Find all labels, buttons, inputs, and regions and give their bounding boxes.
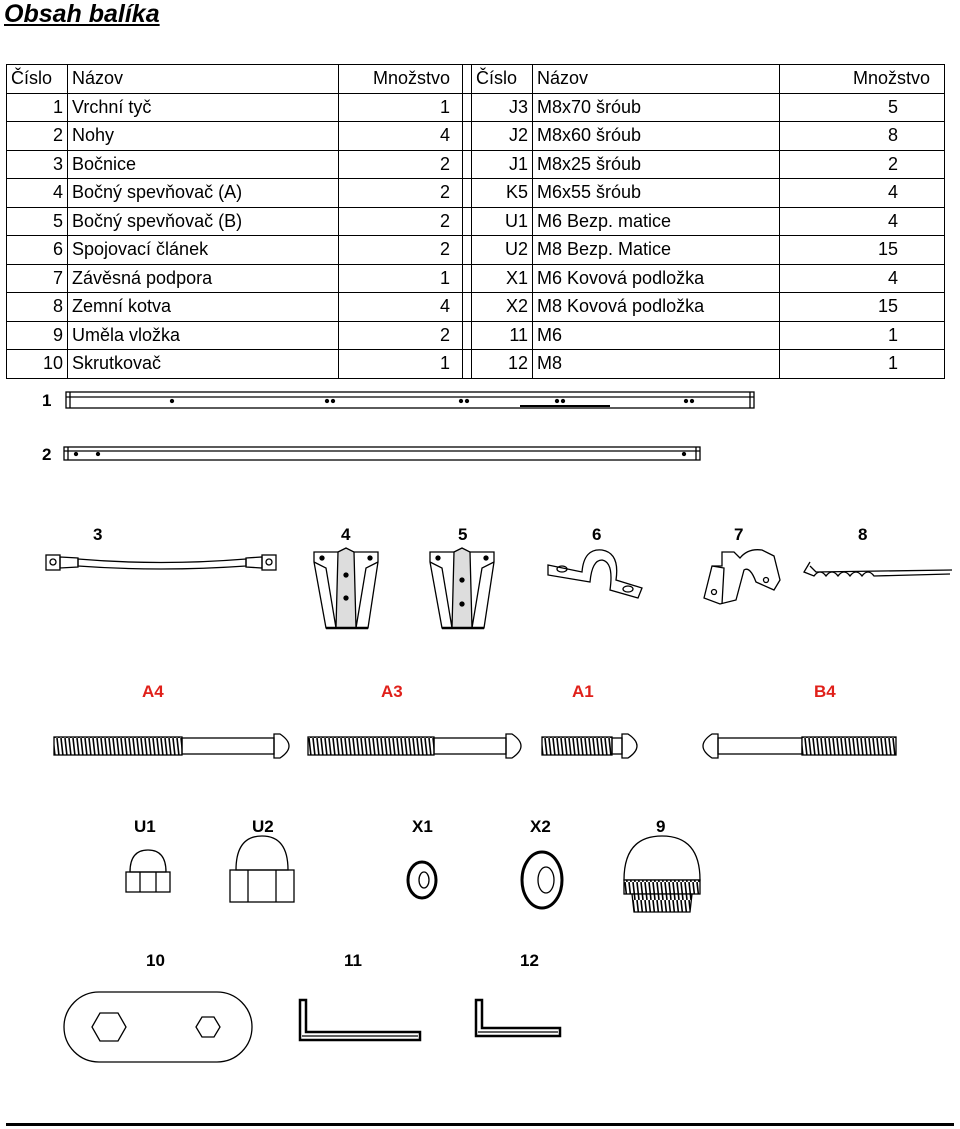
- label-part-7: 7: [734, 525, 744, 544]
- label-part-6: 6: [592, 525, 602, 544]
- table-cell: 8: [7, 293, 68, 322]
- table-cell: 1: [7, 93, 68, 122]
- washer-m8-drawing: [522, 852, 562, 908]
- table-cell: M8: [533, 350, 780, 379]
- table-cell: 4: [339, 293, 463, 322]
- label-bolt-a3: A3: [381, 682, 403, 701]
- bolt-a1-drawing: [542, 734, 637, 758]
- cap-nut-m6-drawing: [126, 850, 170, 892]
- table-cell: 2: [780, 150, 945, 179]
- table-cell: 1: [339, 350, 463, 379]
- hanging-support-drawing: [704, 550, 780, 604]
- connecting-link-drawing: [548, 550, 642, 598]
- table-cell: 1: [339, 93, 463, 122]
- table-cell: J3: [472, 93, 533, 122]
- table-cell: K5: [472, 179, 533, 208]
- table-cell: 1: [780, 321, 945, 350]
- header-cell: Množstvo: [339, 65, 463, 94]
- label-bolt-b4: B4: [814, 682, 836, 701]
- table-cell: 5: [780, 93, 945, 122]
- table-cell: M6: [533, 321, 780, 350]
- table-cell: Skrutkovač: [68, 350, 339, 379]
- table-cell: 2: [339, 207, 463, 236]
- leg-drawing: [64, 447, 700, 460]
- header-cell: Názov: [533, 65, 780, 94]
- table-cell: 2: [339, 236, 463, 265]
- label-bolt-a1: A1: [572, 682, 594, 701]
- table-cell: X1: [472, 264, 533, 293]
- label-part-1: 1: [42, 391, 52, 410]
- table-cell: J2: [472, 122, 533, 151]
- table-cell: 4: [780, 264, 945, 293]
- table-cell: 9: [7, 321, 68, 350]
- header-cell: Číslo: [7, 65, 68, 94]
- label-part-8: 8: [858, 525, 868, 544]
- bolt-b4-drawing: [703, 734, 896, 758]
- table-cell: 11: [472, 321, 533, 350]
- table-cell: Bočnice: [68, 150, 339, 179]
- label-part-2: 2: [42, 445, 52, 464]
- cap-nut-m8-drawing: [230, 836, 294, 902]
- table-cell: 12: [472, 350, 533, 379]
- header-cell: Číslo: [472, 65, 533, 94]
- table-cell: 4: [7, 179, 68, 208]
- table-cell: U2: [472, 236, 533, 265]
- header-cell: Množstvo: [780, 65, 945, 94]
- table-cell: 10: [7, 350, 68, 379]
- footer-rule: [6, 1123, 954, 1126]
- table-cell: 2: [339, 179, 463, 208]
- table-cell: M8x60 šróub: [533, 122, 780, 151]
- label-part-3: 3: [93, 525, 103, 544]
- table-cell: 15: [780, 236, 945, 265]
- hex-key-m8-drawing: [476, 1000, 560, 1036]
- table-cell: 2: [7, 122, 68, 151]
- table-cell: M6x55 šróub: [533, 179, 780, 208]
- table-cell: M8 Bezp. Matice: [533, 236, 780, 265]
- table-cell: Spojovací článek: [68, 236, 339, 265]
- table-cell: Nohy: [68, 122, 339, 151]
- table-cell: Bočný spevňovač (B): [68, 207, 339, 236]
- table-cell: Bočný spevňovač (A): [68, 179, 339, 208]
- table-cell: 2: [339, 321, 463, 350]
- label-u2: U2: [252, 817, 274, 836]
- side-brace-b-drawing: [430, 548, 494, 628]
- label-part-11: 11: [344, 951, 362, 970]
- label-part-10: 10: [146, 951, 165, 970]
- table-cell: U1: [472, 207, 533, 236]
- table-cell: M6 Kovová podložka: [533, 264, 780, 293]
- table-cell: 4: [780, 179, 945, 208]
- table-cell: X2: [472, 293, 533, 322]
- table-cell: 6: [7, 236, 68, 265]
- label-part-5: 5: [458, 525, 468, 544]
- ground-anchor-drawing: [804, 562, 952, 576]
- bolt-a3-drawing: [308, 734, 521, 758]
- table-cell: Uměla vložka: [68, 321, 339, 350]
- table-cell: J1: [472, 150, 533, 179]
- wrench-drawing: [64, 992, 252, 1062]
- bolt-a4-drawing: [54, 734, 289, 758]
- header-cell: Názov: [68, 65, 339, 94]
- label-part-9: 9: [656, 817, 666, 836]
- table-cell: Zemní kotva: [68, 293, 339, 322]
- side-piece-drawing: [46, 555, 276, 570]
- hex-key-m6-drawing: [300, 1000, 420, 1040]
- table-cell: 1: [780, 350, 945, 379]
- top-bar-drawing: [66, 392, 754, 408]
- side-brace-a-drawing: [314, 548, 378, 628]
- table-cell: M8 Kovová podložka: [533, 293, 780, 322]
- table-cell: Závěsná podpora: [68, 264, 339, 293]
- table-cell: 15: [780, 293, 945, 322]
- table-cell: M8x70 šróub: [533, 93, 780, 122]
- label-x2: X2: [530, 817, 551, 836]
- page-title: Obsah balíka: [4, 0, 160, 28]
- label-bolt-a4: A4: [142, 682, 164, 701]
- table-cell: M6 Bezp. matice: [533, 207, 780, 236]
- table-cell: 7: [7, 264, 68, 293]
- table-cell: 1: [339, 264, 463, 293]
- table-cell: 4: [339, 122, 463, 151]
- table-cell: 4: [780, 207, 945, 236]
- table-cell: 8: [780, 122, 945, 151]
- label-x1: X1: [412, 817, 433, 836]
- label-u1: U1: [134, 817, 156, 836]
- table-cell: 3: [7, 150, 68, 179]
- label-part-12: 12: [520, 951, 539, 970]
- insert-drawing: [624, 836, 700, 912]
- table-cell: Vrchní tyč: [68, 93, 339, 122]
- table-cell: 2: [339, 150, 463, 179]
- table-cell: M8x25 šróub: [533, 150, 780, 179]
- label-part-4: 4: [341, 525, 351, 544]
- washer-m6-drawing: [408, 862, 436, 898]
- table-cell: 5: [7, 207, 68, 236]
